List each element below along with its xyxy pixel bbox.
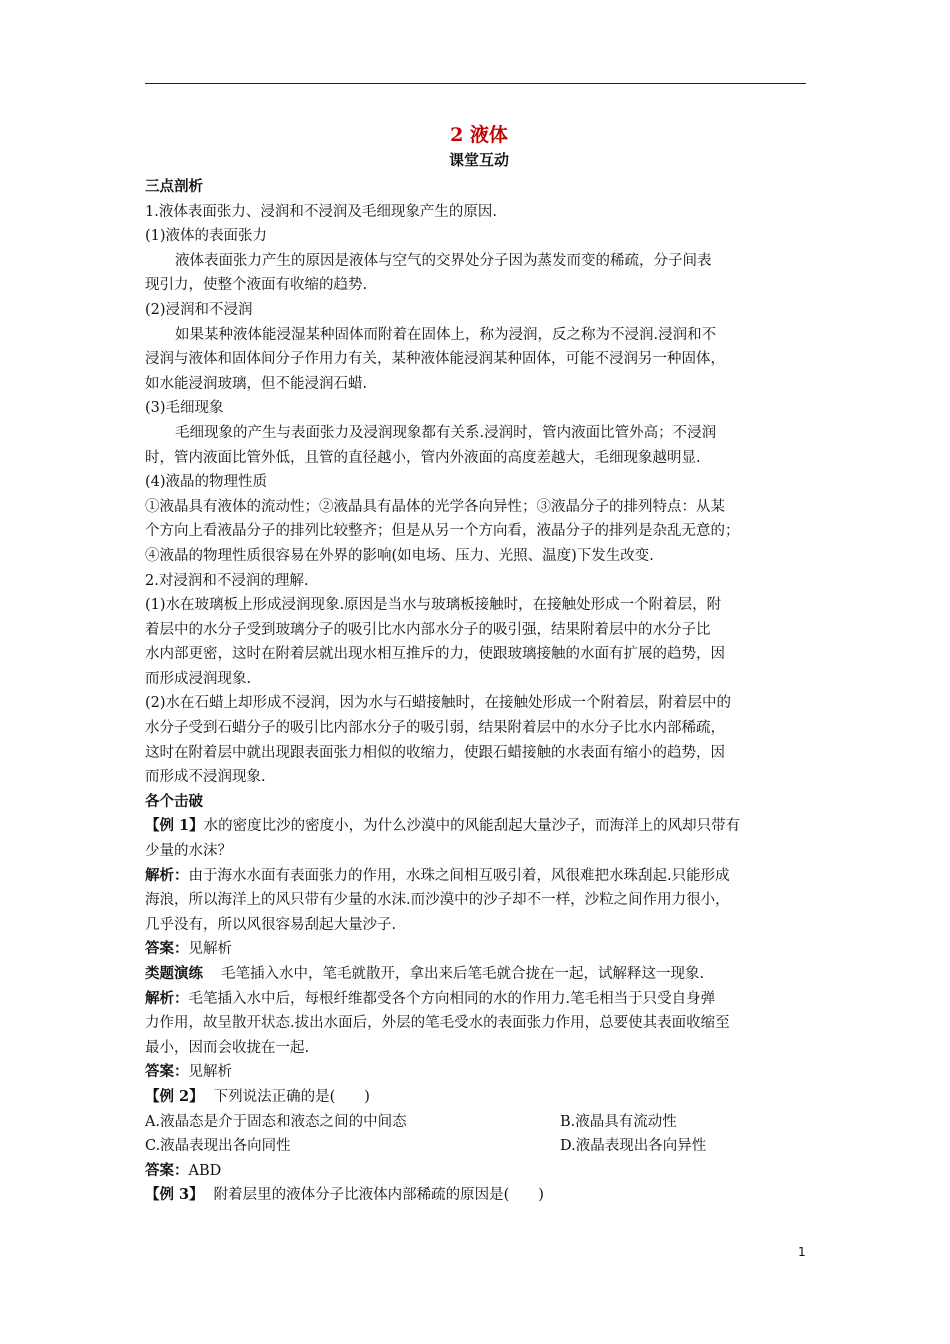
answer-text: ABD	[188, 1162, 222, 1179]
paragraph-line: 现引力，使整个液面有收缩的趋势.	[145, 277, 368, 294]
paragraph-line: 液体表面张力产生的原因是液体与空气的交界处分子因为蒸发而变的稀疏，分子间表	[175, 252, 712, 269]
question-text: 毛笔插入水中，笔毛就散开，拿出来后笔毛就合拢在一起，试解释这一现象.	[221, 966, 705, 982]
paragraph-line: 水分子受到石蜡分子的吸引比内部水分子的吸引弱，结果附着层中的水分子比水内部稀疏，	[145, 720, 725, 737]
analysis-label: 解析：	[145, 989, 189, 1007]
example-tag: 【例 1】	[145, 817, 204, 835]
subheading: (2)浸润和不浸润	[145, 301, 253, 318]
example-tag: 【例 3】	[145, 1186, 204, 1204]
page-subtitle: 课堂互动	[448, 151, 509, 169]
header-rule	[145, 83, 806, 84]
paragraph-line: 如水能浸润玻璃，但不能浸润石蜡.	[145, 375, 368, 392]
paragraph-line: 海浪，所以海洋上的风只带有少量的水沫.而沙漠中的沙子却不一样，沙粒之间作用力很小，	[145, 892, 730, 909]
practice-question	[145, 962, 813, 987]
question-text: 水的密度比沙的密度小，为什么沙漠中的风能刮起大量沙子，而海洋上的风却只带有	[203, 818, 741, 835]
example-1-answer	[145, 937, 813, 962]
paragraph-line: (2)水在石蜡上却形成不浸润，因为水与石蜡接触时，在接触处形成一个附着层，附着层中的	[145, 695, 732, 712]
paragraph-line: 而形成浸润现象.	[145, 670, 252, 687]
example-tag: 【例 2】	[145, 1087, 204, 1105]
paragraph-line: 毛细现象的产生与表面张力及浸润现象都有关系.浸润时，管内液面比管外高；不浸润	[175, 424, 717, 441]
paragraph-line: (1)水在玻璃板上形成浸润现象.原因是当水与玻璃板接触时，在接触处形成一个附着层，附	[145, 597, 722, 614]
analysis-text: 由于海水水面有表面张力的作用，水珠之间相互吸引着，风很难把水珠刮起.只能形成	[188, 867, 730, 884]
answer-label: 答案：	[145, 1161, 189, 1179]
option-a: A.液晶态是介于固态和液态之间的中间态	[145, 1113, 407, 1130]
example-2-question	[145, 1085, 813, 1110]
paragraph-line: 水内部更密，这时在附着层就出现水相互推斥的力，使跟玻璃接触的水面有扩展的趋势，因	[145, 646, 725, 663]
analysis-label: 解析：	[145, 866, 189, 884]
paragraph-line: 着层中的水分子受到玻璃分子的吸引比水内部水分子的吸引强，结果附着层中的水分子比	[145, 621, 711, 638]
question-text: 附着层里的液体分子比液体内部稀疏的原因是( )	[213, 1187, 544, 1204]
paragraph-line: 时，管内液面比管外低，且管的直径越小，管内外液面的高度差越大，毛细现象越明显.	[145, 449, 701, 466]
paragraph-line: ④液晶的物理性质很容易在外界的影响(如电场、压力、光照、温度)下发生改变.	[145, 547, 654, 564]
example-1-question	[145, 814, 813, 839]
paragraph-line: 个方向上看液晶分子的排列比较整齐；但是从另一个方向看，液晶分子的排列是杂乱无意的；	[145, 523, 740, 540]
page-number: 1	[798, 1245, 806, 1259]
point-1: 1.液体表面张力、浸润和不浸润及毛细现象产生的原因.	[145, 203, 497, 220]
paragraph-line: 而形成不浸润现象.	[145, 769, 266, 786]
document-body	[145, 122, 813, 1208]
answer-label: 答案：	[145, 940, 189, 958]
example-2-answer	[145, 1159, 813, 1184]
answer-label: 答案：	[145, 1063, 189, 1081]
paragraph-line: 如果某种液体能浸湿某种固体而附着在固体上，称为浸润，反之称为不浸润.浸润和不	[175, 326, 717, 343]
paragraph-line: 少量的水沫？	[145, 843, 232, 860]
answer-text: 见解析	[188, 1064, 232, 1081]
paragraph-line: 这时在附着层中就出现跟表面张力相似的收缩力，使跟石蜡接触的水表面有缩小的趋势，因	[145, 744, 725, 761]
point-2: 2.对浸润和不浸润的理解.	[145, 572, 309, 589]
answer-text: 见解析	[188, 941, 232, 958]
options-row	[145, 1134, 813, 1159]
paragraph-line: 几乎没有，所以风很容易刮起大量沙子.	[145, 916, 397, 933]
question-text: 下列说法正确的是( )	[213, 1088, 370, 1105]
analysis-text: 毛笔插入水中后，每根纤维都受各个方向相同的水的作用力.笔毛相当于只受自身弹	[188, 990, 716, 1007]
paragraph-line: 最小，因而会收拢在一起.	[145, 1039, 310, 1056]
page-title: 2 液体	[450, 124, 508, 146]
option-b: B.液晶具有流动性	[560, 1113, 677, 1130]
section-heading: 各个击破	[145, 792, 203, 810]
section-heading: 三点剖析	[145, 178, 203, 195]
subheading: (3)毛细现象	[145, 400, 224, 417]
paragraph-line: 力作用，故呈散开状态.拔出水面后，外层的笔毛受水的表面张力作用，总要使其表面收缩至	[145, 1015, 730, 1032]
paragraph-line: 浸润与液体和固体间分子作用力有关，某种液体能浸润某种固体，可能不浸润另一种固体，	[145, 351, 725, 368]
paragraph-line: ①液晶具有液体的流动性；②液晶具有晶体的光学各向异性；③液晶分子的排列特点：从某	[145, 498, 725, 515]
practice-label: 类题演练	[145, 965, 203, 982]
option-c: C.液晶表现出各向同性	[145, 1138, 291, 1155]
options-row	[145, 1110, 813, 1135]
practice-answer	[145, 1060, 813, 1085]
subheading: (1)液体的表面张力	[145, 228, 268, 245]
example-3-question	[145, 1183, 813, 1208]
option-d: D.液晶表现出各向异性	[560, 1138, 707, 1155]
practice-analysis	[145, 987, 813, 1012]
subheading: (4)液晶的物理性质	[145, 474, 268, 491]
example-1-analysis	[145, 864, 813, 889]
